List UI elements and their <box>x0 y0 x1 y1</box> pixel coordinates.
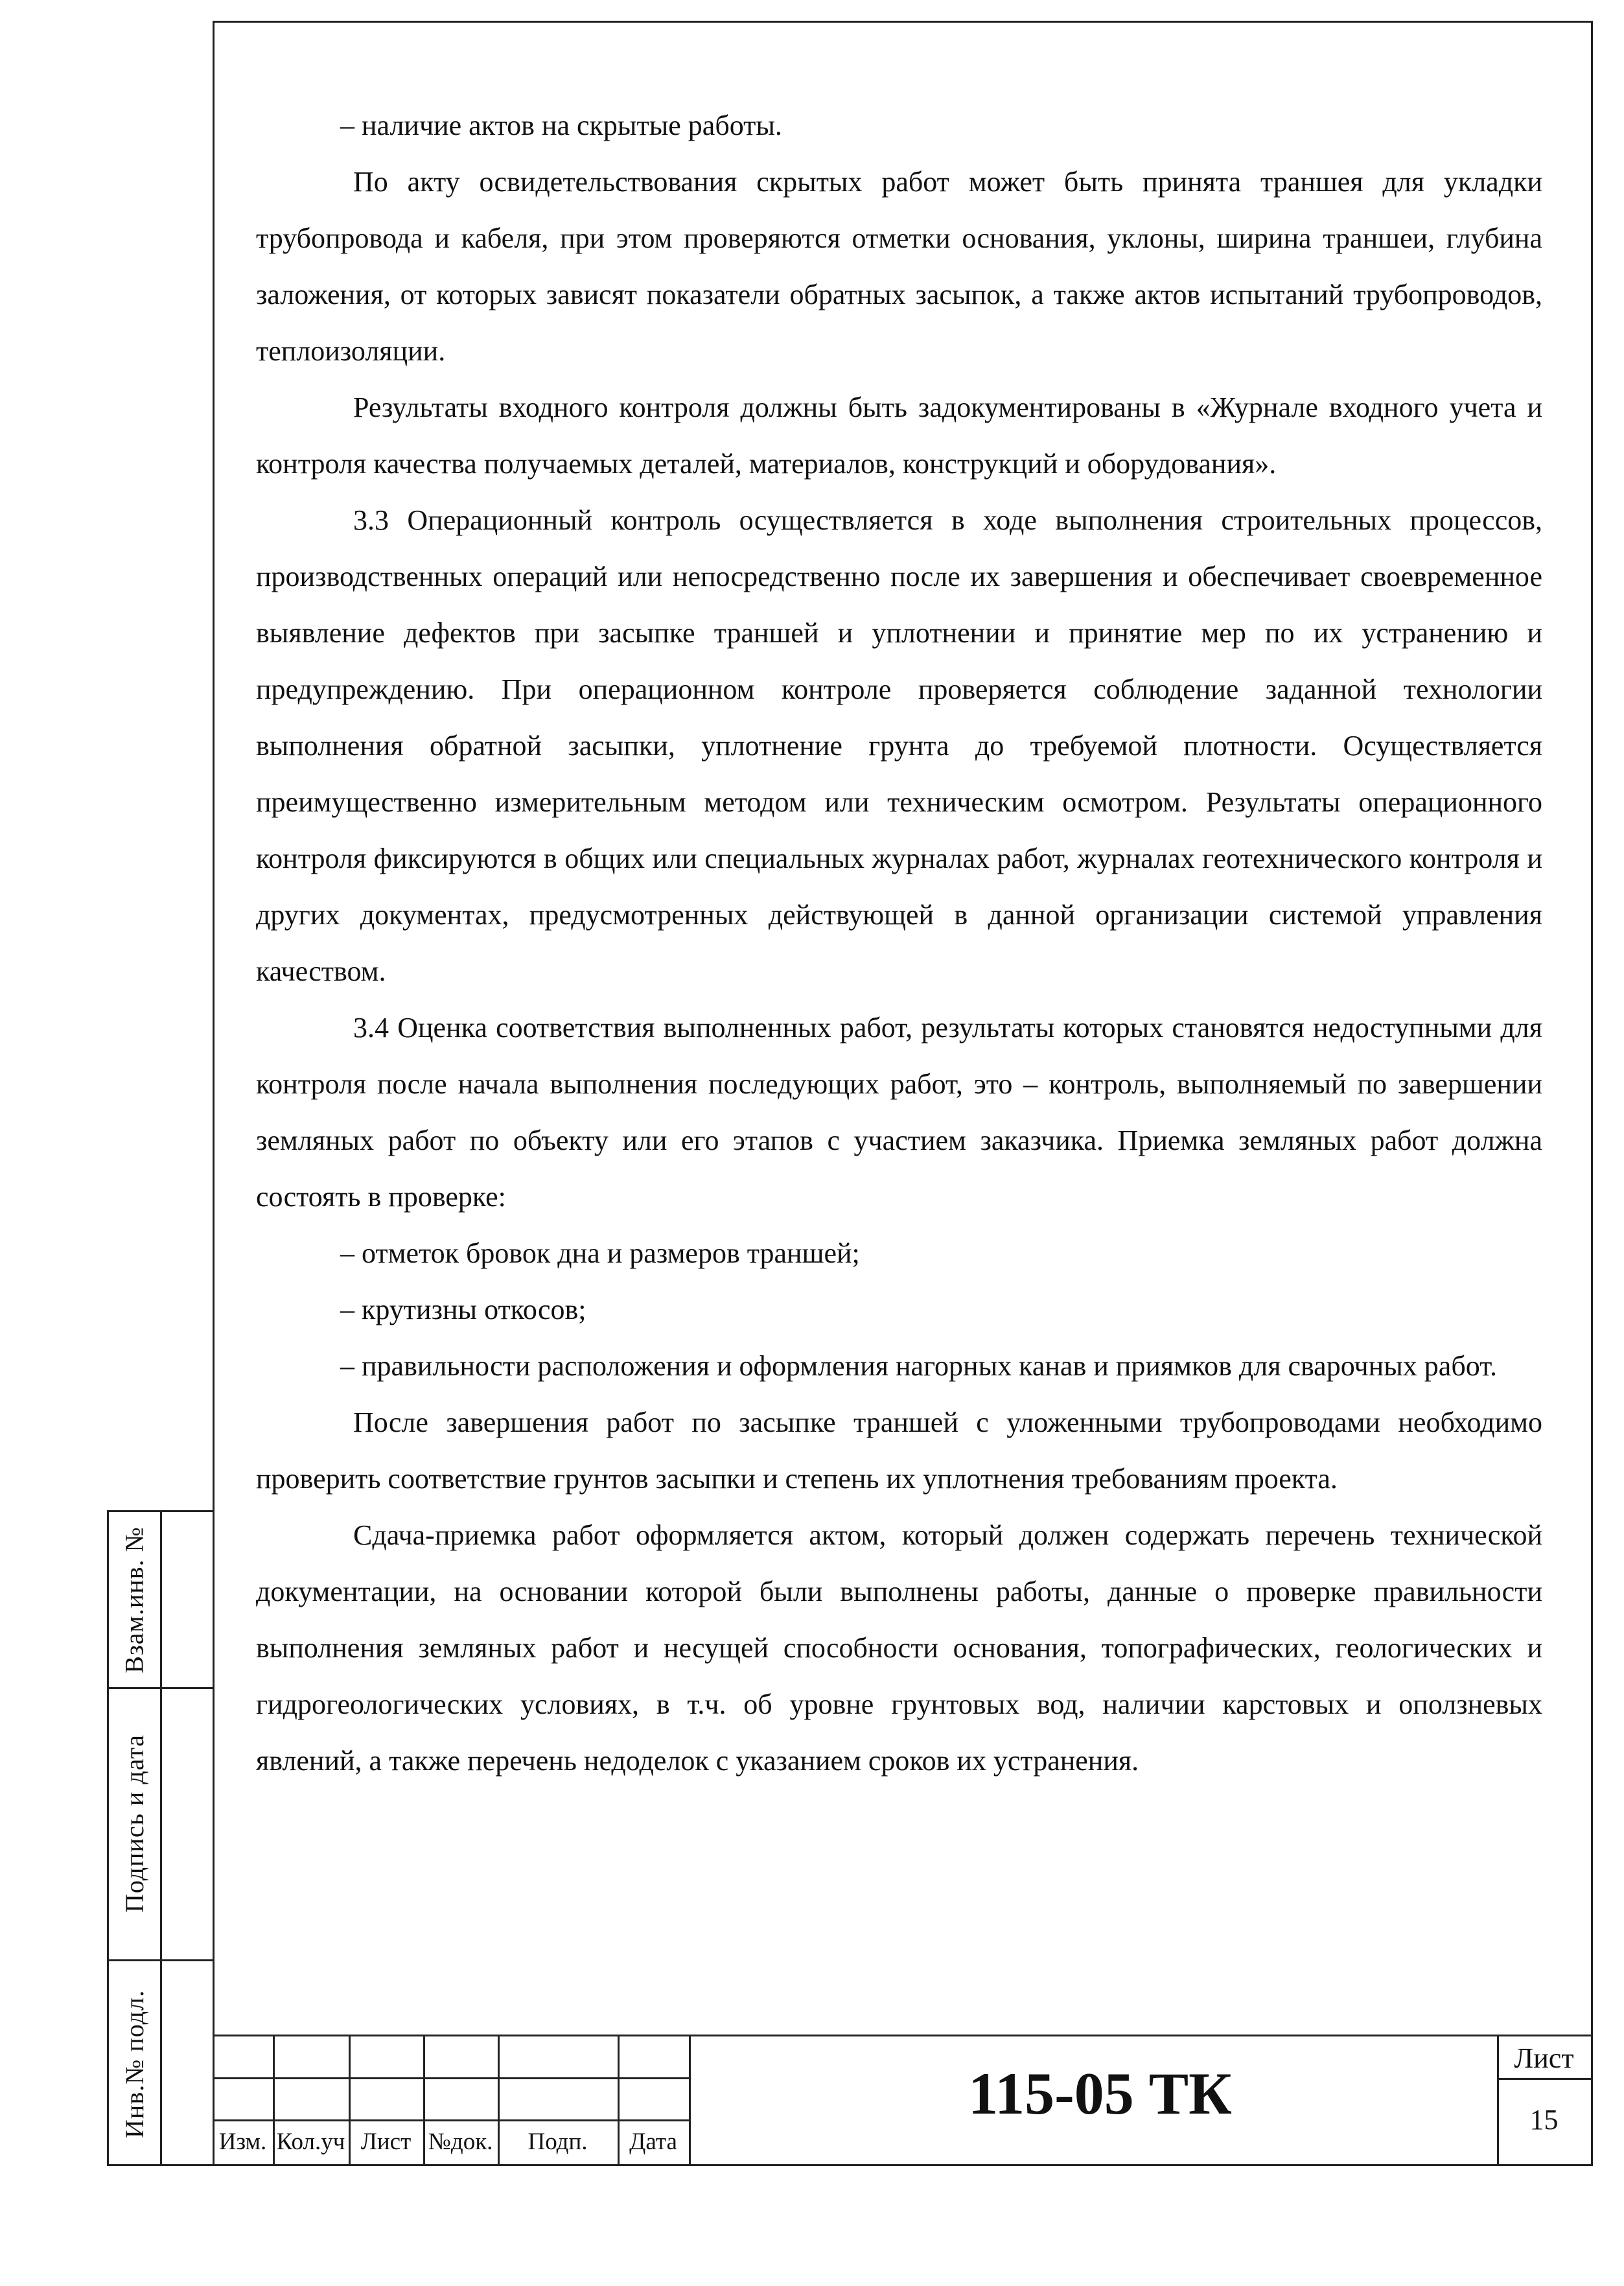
list-item: – правильности расположения и оформления нагорных канав и приямков для сварочных работ. <box>340 1350 1498 1382</box>
col-list-label: Лист <box>360 2129 412 2155</box>
podpis-data-label: Подпись и дата <box>120 1734 149 1913</box>
side-stamp <box>107 1510 215 2166</box>
document-body <box>256 97 1542 1789</box>
col-kolich-label: Кол.уч <box>276 2129 345 2155</box>
col-data-label: Дата <box>629 2129 677 2155</box>
list-item: – крутизны откосов; <box>340 1294 586 1325</box>
col-podp-label: Подп. <box>528 2129 588 2155</box>
vzam-inv-label: Взам.инв. № <box>120 1526 150 1674</box>
inv-podl-label: Инв.№ подл. <box>120 1989 150 2138</box>
paragraph: Результаты входного контроля должны быть задокументированы в «Журнале входного учета и контроля качества получаемых деталей, материалов, конструкций и оборудования». <box>256 391 1542 480</box>
col-ndok-label: №док. <box>428 2129 493 2155</box>
paragraph: Сдача-приемка работ оформляется актом, который должен содержать перечень технической документации, на основании которой были выполнены работы, данные о проверке правильности выполнения земляных работ и несущей способности основания, топографических, геологических и гидрогеологических условиях, в т.ч. об уровне грунтовых вод, наличии карстовых и оползневых явлений, а также перечень недоделок с указанием сроков их устранения. <box>256 1519 1542 1777</box>
paragraph: 3.3 Операционный контроль осуществляется в ходе выполнения строительных процессов, производственных операций или непосредственно после их завершения и обеспечивает своевременное выявление дефектов при засыпке траншей и уплотнении и принятие мер по их устранению и предупреждению. При операционном контроле проверяется соблюдение заданной технологии выполнения обратной засыпки, уплотнение грунта до требуемой плотности. Осуществляется преимущественно измерительным методом или техническим осмотром. Результаты операционного контроля фиксируются в общих или специальных журналах работ, журналах геотехнического контроля и других документах, предусмотренных действующей в данной организации системой управления качеством. <box>256 504 1542 987</box>
document-code: 115-05 ТК <box>968 2060 1232 2127</box>
paragraph: По акту освидетельствования скрытых работ может быть принята траншея для укладки трубопровода и кабеля, при этом проверяются отметки основания, уклоны, ширина траншеи, глубина заложения, от которых зависят показатели обратных засыпок, а также актов испытаний трубопроводов, теплоизоляции. <box>256 166 1542 367</box>
sheet-label: Лист <box>1514 2042 1574 2074</box>
list-item: – отметок бровок дна и размеров траншей; <box>340 1237 860 1269</box>
paragraph: 3.4 Оценка соответствия выполненных работ, результаты которых становятся недоступными для контроля после начала выполнения последующих работ, это – контроль, выполняемый по завершении земляных работ по объекту или его этапов с участием заказчика. Приемка земляных работ должна состоять в проверке: <box>256 1012 1542 1213</box>
sheet-number: 15 <box>1529 2103 1559 2136</box>
col-izm-label: Изм. <box>218 2129 267 2155</box>
paragraph: – наличие актов на скрытые работы. <box>340 110 782 141</box>
paragraph: После завершения работ по засыпке траншей с уложенными трубопроводами необходимо проверить соответствие грунтов засыпки и степень их уплотнения требованиям проекта. <box>256 1406 1542 1495</box>
